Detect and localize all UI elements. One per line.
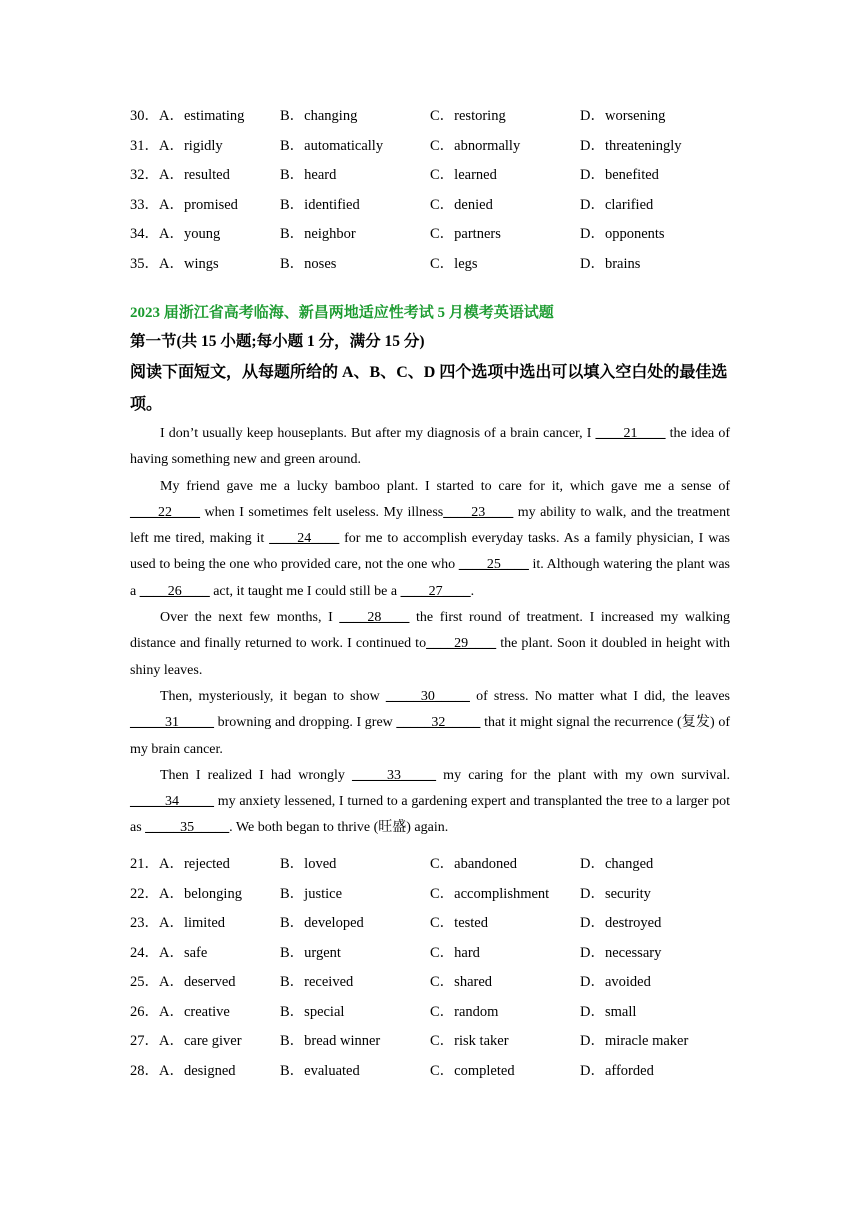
question-number: 35．	[130, 255, 159, 272]
option-b: B．evaluated	[280, 1062, 360, 1079]
option-a: A．belonging	[159, 885, 242, 902]
question-row	[130, 159, 730, 189]
option-a: A．rejected	[159, 856, 230, 872]
option-d: D．security	[580, 885, 651, 902]
passage-paragraph	[130, 684, 730, 763]
section-heading: 第一节(共 15 小题;每小题 1 分，满分 15 分)	[130, 333, 425, 350]
passage-text: the first round of treatment. I increased my walking distance and finally returned to work. I continued to	[130, 610, 730, 652]
option-b: B．identified	[280, 196, 360, 213]
option-a: A．promised	[159, 196, 238, 213]
passage-text: Then, mysteriously, it began to show	[160, 688, 386, 704]
option-a: A．rigidly	[159, 137, 223, 154]
question-number: 33．	[130, 196, 159, 213]
option-b: B．changing	[280, 108, 358, 125]
blank-22: ____22____	[130, 504, 200, 520]
option-a: A．resulted	[159, 167, 230, 184]
passage-paragraph	[130, 605, 730, 684]
option-b: B．urgent	[280, 944, 341, 961]
option-d: D．necessary	[580, 944, 662, 961]
blank-31: _____31_____	[130, 715, 214, 731]
blank-23: ____23____	[443, 504, 514, 520]
option-a: A．wings	[159, 255, 219, 272]
blank-27: ____27____	[400, 583, 471, 599]
option-b: B．developed	[280, 915, 364, 931]
blank-26: ____26____	[139, 583, 210, 599]
passage-text: the idea of having something new and green around.	[130, 426, 730, 468]
option-b: B．justice	[280, 885, 343, 902]
option-d: D．worsening	[580, 108, 666, 125]
option-a: A．creative	[159, 1003, 230, 1020]
option-d: D．avoided	[580, 974, 651, 990]
question-row	[130, 1025, 730, 1055]
question-number: 30．	[130, 108, 159, 125]
option-c: C．tested	[430, 915, 488, 931]
passage-text: Then I realized I had wrongly	[160, 767, 353, 783]
question-number: 31．	[130, 137, 159, 154]
option-b: B．automatically	[280, 137, 384, 154]
option-a: A．deserved	[159, 974, 236, 990]
passage-paragraph	[130, 474, 730, 605]
option-d: D．afforded	[580, 1062, 654, 1079]
top-options-list	[130, 100, 730, 277]
question-row	[130, 907, 730, 937]
passage-text: that it might signal the recurrence (复发) of my brain cancer.	[130, 715, 730, 757]
question-number: 24．	[130, 944, 159, 961]
blank-32: _____32_____	[396, 715, 481, 731]
blank-30: _____30_____	[385, 688, 470, 704]
question-number: 32．	[130, 167, 159, 184]
question-row	[130, 966, 730, 996]
option-c: C．random	[430, 1003, 499, 1020]
passage	[130, 421, 730, 842]
option-b: B．noses	[280, 255, 337, 272]
question-row	[130, 189, 730, 219]
option-a: A．care giver	[159, 1033, 242, 1049]
question-number: 28．	[130, 1062, 159, 1079]
option-b: B．heard	[280, 167, 337, 184]
document-page	[130, 100, 730, 1084]
blank-35: _____35_____	[145, 820, 230, 836]
blank-24: ____24____	[269, 531, 340, 547]
passage-text: my anxiety lessened, I turned to a gardening expert and transplanted the tree to a larger pot as	[130, 794, 730, 836]
option-a: A．safe	[159, 944, 208, 961]
question-number: 23．	[130, 915, 159, 931]
option-c: C．legs	[430, 255, 478, 272]
option-c: C．hard	[430, 944, 480, 961]
passage-text: my caring for the plant with my own survival.	[436, 767, 730, 783]
question-number: 34．	[130, 226, 159, 243]
blank-29: ____29____	[426, 636, 497, 652]
passage-paragraph	[130, 763, 730, 842]
blank-25: ____25____	[458, 557, 529, 573]
option-d: D．benefited	[580, 167, 659, 184]
option-c: C．partners	[430, 226, 501, 243]
option-b: B．neighbor	[280, 226, 356, 243]
option-c: C．risk taker	[430, 1033, 509, 1049]
passage-text: for me to accomplish everyday tasks. As a family physician, I was used to being the one who provided care, not the one who	[130, 531, 730, 573]
option-d: D．small	[580, 1003, 637, 1020]
option-c: C．completed	[430, 1062, 515, 1079]
option-b: B．received	[280, 974, 354, 990]
option-d: D．clarified	[580, 196, 654, 213]
passage-text: act, it taught me I could still be a	[209, 583, 401, 599]
option-b: B．special	[280, 1003, 345, 1020]
passage-text: .	[470, 583, 475, 599]
passage-text: my ability to walk, and the treatment left me tired, making it	[130, 504, 730, 547]
question-number: 27．	[130, 1033, 159, 1049]
exam-title: 2023 届浙江省高考临海、新昌两地适应性考试 5 月模考英语试题	[130, 305, 554, 321]
option-d: D．threateningly	[580, 137, 682, 154]
option-c: C．learned	[430, 167, 497, 184]
option-a: A．young	[159, 226, 221, 243]
option-d: D．miracle maker	[580, 1033, 689, 1049]
passage-text: . We both began to thrive (旺盛) again.	[229, 820, 449, 836]
question-row	[130, 100, 730, 130]
passage-text: it. Although watering the plant was a	[130, 557, 730, 599]
option-c: C．shared	[430, 974, 493, 990]
option-c: C．abandoned	[430, 856, 517, 872]
blank-28: ____28____	[339, 610, 410, 626]
question-number: 22．	[130, 885, 159, 902]
option-d: D．changed	[580, 856, 654, 872]
question-number: 26．	[130, 1003, 159, 1020]
option-a: A．designed	[159, 1062, 236, 1079]
question-row	[130, 1054, 730, 1084]
blank-21: ____21____	[595, 426, 666, 441]
passage-text: My friend gave me a lucky bamboo plant. I started to care for it, which gave me a sense of	[160, 478, 730, 494]
question-row	[130, 848, 730, 878]
question-row	[130, 248, 730, 278]
question-row	[130, 936, 730, 966]
question-number: 25．	[130, 974, 159, 990]
option-a: A．limited	[159, 915, 226, 931]
instruction-text: 阅读下面短文，从每题所给的 A、B、C、D 四个选项中选出可以填入空白处的最佳选项。	[130, 364, 728, 413]
blank-34: _____34_____	[130, 794, 214, 810]
question-row	[130, 877, 730, 907]
passage-text: of stress. No matter what I did, the leaves	[469, 688, 730, 704]
question-number: 21．	[130, 856, 159, 872]
passage-text: when I sometimes felt useless. My illness	[200, 504, 444, 520]
option-c: C．abnormally	[430, 137, 521, 154]
option-d: D．opponents	[580, 226, 665, 243]
option-c: C．accomplishment	[430, 885, 550, 902]
option-c: C．restoring	[430, 108, 506, 125]
passage-text: I don’t usually keep houseplants. But after my diagnosis of a brain cancer, I	[160, 426, 596, 441]
passage-paragraph	[130, 421, 730, 474]
question-row	[130, 218, 730, 248]
option-b: B．bread winner	[280, 1033, 381, 1049]
blank-33: _____33_____	[352, 767, 437, 783]
option-d: D．brains	[580, 255, 641, 272]
passage-text: Over the next few months, I	[160, 610, 340, 626]
question-row	[130, 995, 730, 1025]
bottom-options-list	[130, 848, 730, 1084]
question-row	[130, 130, 730, 160]
option-b: B．loved	[280, 856, 337, 872]
passage-text: the plant. Soon it doubled in height with shiny leaves.	[130, 636, 730, 678]
passage-text: browning and dropping. I grew	[214, 715, 397, 731]
option-d: D．destroyed	[580, 915, 662, 931]
option-a: A．estimating	[159, 108, 245, 125]
option-c: C．denied	[430, 196, 493, 213]
